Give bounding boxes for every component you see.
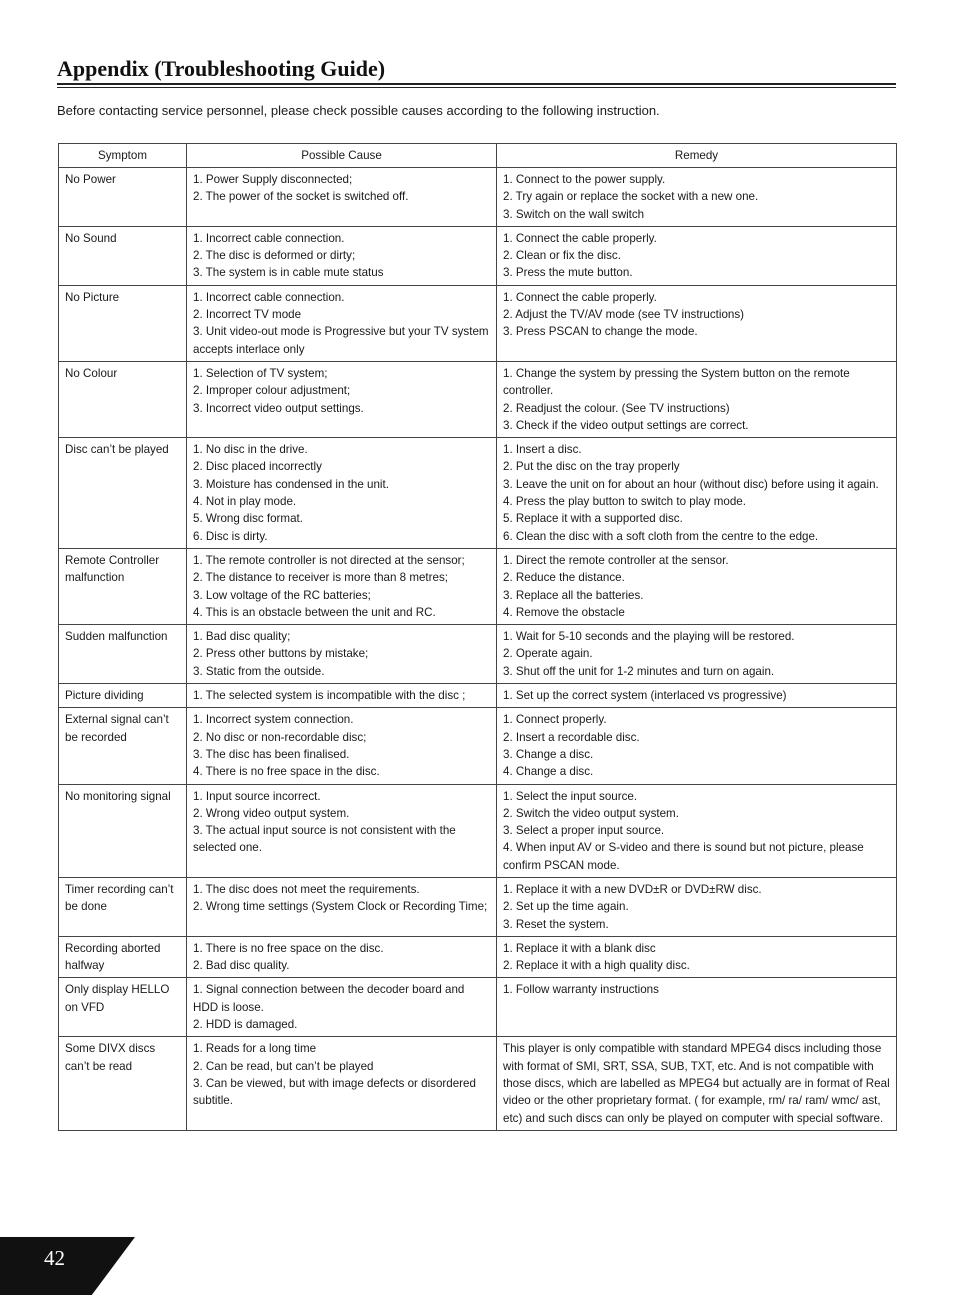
- cause-cell: [187, 438, 497, 549]
- table-row: [59, 684, 897, 708]
- remedy-line: 3. Shut off the unit for 1-2 minutes and turn on again.: [503, 664, 775, 678]
- cause-line: 3. Moisture has condensed in the unit.: [193, 477, 389, 491]
- remedy-line: 2. Readjust the colour. (See TV instructions): [503, 401, 730, 415]
- cause-line: 1. Bad disc quality;: [193, 630, 291, 644]
- symptom-cell: [59, 226, 187, 285]
- table-row: [59, 877, 897, 936]
- table-body: [59, 168, 897, 1131]
- symptom-cell: [59, 168, 187, 227]
- cause-cell: [187, 1037, 497, 1130]
- troubleshooting-table: [58, 143, 897, 1131]
- cause-line: 4. Not in play mode.: [193, 495, 297, 509]
- symptom-line: Picture dividing: [65, 689, 144, 703]
- cause-line: 1. Signal connection between the decoder board and HDD is loose.: [193, 983, 465, 1014]
- table-row: [59, 1037, 897, 1130]
- remedy-line: 3. Replace all the batteries.: [503, 588, 644, 602]
- remedy-line: 1. Replace it with a new DVD±R or DVD±RW disc.: [503, 882, 762, 896]
- remedy-cell: [497, 877, 897, 936]
- cause-cell: [187, 625, 497, 684]
- table-row: [59, 226, 897, 285]
- remedy-cell: [497, 784, 897, 877]
- remedy-line: 6. Clean the disc with a soft cloth from the centre to the edge.: [503, 529, 819, 543]
- remedy-line: 2. Switch the video output system.: [503, 806, 679, 820]
- symptom-line: Remote Controller malfunction: [65, 553, 160, 585]
- cause-cell: [187, 784, 497, 877]
- page-number-badge: [0, 1237, 135, 1295]
- remedy-cell: [497, 936, 897, 978]
- cause-line: 2. The distance to receiver is more than 8 metres;: [193, 571, 448, 585]
- cause-cell: [187, 936, 497, 978]
- remedy-cell: [497, 978, 897, 1037]
- symptom-cell: [59, 548, 187, 624]
- header-possible-cause: Possible Cause: [187, 144, 497, 168]
- remedy-line: This player is only compatible with standard MPEG4 discs including those with format of SMI, SRT, SSA, SUB, TXT, etc. And is not compatible with those discs, which are labelled as MPEG4 but actually are in format of Real video or the other proprietary format. ( for example, rm/ ra/ ram/ wmc/ ast, etc) and such discs can only be played on computer with special software.: [503, 1042, 890, 1125]
- symptom-cell: [59, 438, 187, 549]
- cause-line: 3. The disc has been finalised.: [193, 747, 350, 761]
- cause-cell: [187, 548, 497, 624]
- cause-line: 4. This is an obstacle between the unit and RC.: [193, 605, 436, 619]
- table-row: [59, 438, 897, 549]
- table-row: [59, 168, 897, 227]
- remedy-line: 2. Set up the time again.: [503, 900, 629, 914]
- symptom-line: Disc can’t be played: [65, 443, 169, 457]
- cause-line: 3. Unit video-out mode is Progressive but your TV system accepts interlace only: [193, 325, 489, 356]
- cause-cell: [187, 708, 497, 784]
- remedy-line: 1. Insert a disc.: [503, 443, 582, 457]
- cause-cell: [187, 684, 497, 708]
- symptom-line: No Picture: [65, 290, 120, 304]
- remedy-line: 1. Direct the remote controller at the sensor.: [503, 553, 729, 567]
- cause-line: 1. Selection of TV system;: [193, 366, 328, 380]
- remedy-line: 2. Try again or replace the socket with a new one.: [503, 190, 759, 204]
- remedy-line: 3. Check if the video output settings are correct.: [503, 418, 749, 432]
- cause-line: 4. There is no free space in the disc.: [193, 765, 380, 779]
- cause-cell: [187, 877, 497, 936]
- remedy-line: 1. Connect the cable properly.: [503, 290, 657, 304]
- cause-line: 2. Bad disc quality.: [193, 959, 290, 973]
- title-rule-thick: [57, 83, 896, 85]
- cause-line: 2. No disc or non-recordable disc;: [193, 730, 367, 744]
- remedy-line: 3. Press the mute button.: [503, 266, 633, 280]
- symptom-cell: [59, 936, 187, 978]
- table-row: [59, 285, 897, 361]
- symptom-line: External signal can’t be recorded: [65, 713, 169, 744]
- cause-line: 2. Press other buttons by mistake;: [193, 647, 369, 661]
- remedy-line: 1. Wait for 5-10 seconds and the playing will be restored.: [503, 630, 795, 644]
- remedy-line: 2. Insert a recordable disc.: [503, 730, 640, 744]
- cause-cell: [187, 168, 497, 227]
- symptom-line: Recording aborted halfway: [65, 941, 161, 973]
- table-row: [59, 936, 897, 978]
- cause-line: 3. Low voltage of the RC batteries;: [193, 588, 371, 602]
- remedy-line: 1. Connect the cable properly.: [503, 231, 657, 245]
- remedy-cell: [497, 1037, 897, 1130]
- remedy-line: 3. Press PSCAN to change the mode.: [503, 325, 698, 339]
- cause-line: 1. The remote controller is not directed at the sensor;: [193, 553, 465, 567]
- page-number: 42: [44, 1246, 65, 1270]
- remedy-line: 2. Clean or fix the disc.: [503, 249, 621, 263]
- symptom-line: No Power: [65, 173, 116, 186]
- intro-text: Before contacting service personnel, please check possible causes according to the following instruction.: [57, 103, 660, 118]
- symptom-cell: [59, 1037, 187, 1130]
- cause-line: 3. The system is in cable mute status: [193, 266, 384, 280]
- remedy-line: 2. Reduce the distance.: [503, 571, 625, 585]
- remedy-cell: [497, 285, 897, 361]
- cause-line: 3. Static from the outside.: [193, 664, 325, 678]
- symptom-line: Some DIVX discs can’t be read: [65, 1042, 156, 1073]
- cause-line: 1. Incorrect system connection.: [193, 713, 354, 727]
- cause-line: 1. Input source incorrect.: [193, 789, 321, 803]
- cause-line: 2. The power of the socket is switched off.: [193, 190, 409, 204]
- remedy-line: 2. Put the disc on the tray properly: [503, 460, 680, 474]
- remedy-line: 3. Select a proper input source.: [503, 824, 665, 838]
- symptom-line: No Colour: [65, 366, 118, 380]
- remedy-line: 3. Change a disc.: [503, 747, 594, 761]
- cause-line: 1. Power Supply disconnected;: [193, 173, 353, 186]
- cause-line: 1. The selected system is incompatible with the disc ;: [193, 689, 466, 703]
- cause-line: 1. No disc in the drive.: [193, 443, 308, 457]
- remedy-line: 2. Replace it with a high quality disc.: [503, 959, 690, 973]
- remedy-line: 3. Reset the system.: [503, 917, 609, 931]
- remedy-line: 1. Select the input source.: [503, 789, 638, 803]
- remedy-line: 4. Remove the obstacle: [503, 605, 625, 619]
- symptom-cell: [59, 361, 187, 437]
- cause-line: 1. Reads for a long time: [193, 1042, 317, 1056]
- table-row: [59, 548, 897, 624]
- remedy-line: 4. Change a disc.: [503, 765, 594, 779]
- remedy-line: 1. Replace it with a blank disc: [503, 941, 656, 955]
- remedy-line: 2. Operate again.: [503, 647, 593, 661]
- table-row: [59, 978, 897, 1037]
- cause-line: 5. Wrong disc format.: [193, 512, 303, 526]
- symptom-line: Sudden malfunction: [65, 630, 168, 644]
- remedy-cell: [497, 548, 897, 624]
- remedy-line: 1. Connect properly.: [503, 713, 607, 727]
- remedy-cell: [497, 708, 897, 784]
- remedy-cell: [497, 684, 897, 708]
- table-row: [59, 361, 897, 437]
- symptom-cell: [59, 978, 187, 1037]
- header-symptom: Symptom: [59, 144, 187, 168]
- cause-line: 3. Incorrect video output settings.: [193, 401, 364, 415]
- cause-line: 3. The actual input source is not consistent with the selected one.: [193, 824, 456, 855]
- cause-line: 3. Can be viewed, but with image defects or disordered subtitle.: [193, 1076, 476, 1108]
- remedy-line: 2. Adjust the TV/AV mode (see TV instructions): [503, 308, 745, 322]
- cause-line: 1. The disc does not meet the requirements.: [193, 882, 420, 896]
- cause-cell: [187, 361, 497, 437]
- remedy-cell: [497, 168, 897, 227]
- cause-line: 1. Incorrect cable connection.: [193, 231, 345, 245]
- cause-line: 2. Improper colour adjustment;: [193, 384, 351, 398]
- cause-line: 2. HDD is damaged.: [193, 1018, 298, 1032]
- remedy-line: 3. Leave the unit on for about an hour (without disc) before using it again.: [503, 477, 879, 491]
- cause-line: 2. The disc is deformed or dirty;: [193, 249, 356, 263]
- symptom-line: No Sound: [65, 231, 117, 245]
- remedy-cell: [497, 361, 897, 437]
- symptom-line: No monitoring signal: [65, 789, 171, 803]
- cause-line: 2. Incorrect TV mode: [193, 308, 302, 322]
- cause-line: 2. Wrong video output system.: [193, 806, 350, 820]
- page-title: Appendix (Troubleshooting Guide): [57, 56, 386, 81]
- symptom-cell: [59, 877, 187, 936]
- symptom-line: Timer recording can’t be done: [65, 882, 174, 914]
- symptom-cell: [59, 625, 187, 684]
- cause-line: 2. Can be read, but can’t be played: [193, 1059, 374, 1073]
- cause-cell: [187, 978, 497, 1037]
- remedy-line: 4. When input AV or S-video and there is sound but not picture, please confirm PSCAN mode.: [503, 841, 864, 872]
- remedy-cell: [497, 438, 897, 549]
- cause-line: 2. Wrong time settings (System Clock or Recording Time;: [193, 900, 488, 914]
- remedy-line: 4. Press the play button to switch to play mode.: [503, 495, 746, 509]
- symptom-cell: [59, 708, 187, 784]
- cause-line: 1. There is no free space on the disc.: [193, 941, 384, 955]
- title-rule-thin: [57, 87, 896, 88]
- remedy-line: 5. Replace it with a supported disc.: [503, 512, 683, 526]
- remedy-cell: [497, 625, 897, 684]
- cause-cell: [187, 285, 497, 361]
- remedy-line: 1. Change the system by pressing the System button on the remote controller.: [503, 366, 850, 398]
- table-header-row: [59, 144, 897, 168]
- cause-line: 6. Disc is dirty.: [193, 529, 268, 543]
- cause-cell: [187, 226, 497, 285]
- remedy-line: 1. Connect to the power supply.: [503, 173, 666, 186]
- cause-line: 1. Incorrect cable connection.: [193, 290, 345, 304]
- symptom-cell: [59, 784, 187, 877]
- cause-line: 2. Disc placed incorrectly: [193, 460, 322, 474]
- symptom-cell: [59, 684, 187, 708]
- remedy-line: 3. Switch on the wall switch: [503, 207, 645, 221]
- symptom-line: Only display HELLO on VFD: [65, 983, 170, 1014]
- remedy-cell: [497, 226, 897, 285]
- remedy-line: 1. Follow warranty instructions: [503, 983, 659, 997]
- header-remedy: Remedy: [497, 144, 897, 168]
- table-row: [59, 784, 897, 877]
- symptom-cell: [59, 285, 187, 361]
- remedy-line: 1. Set up the correct system (interlaced vs progressive): [503, 689, 787, 703]
- table-row: [59, 625, 897, 684]
- table-row: [59, 708, 897, 784]
